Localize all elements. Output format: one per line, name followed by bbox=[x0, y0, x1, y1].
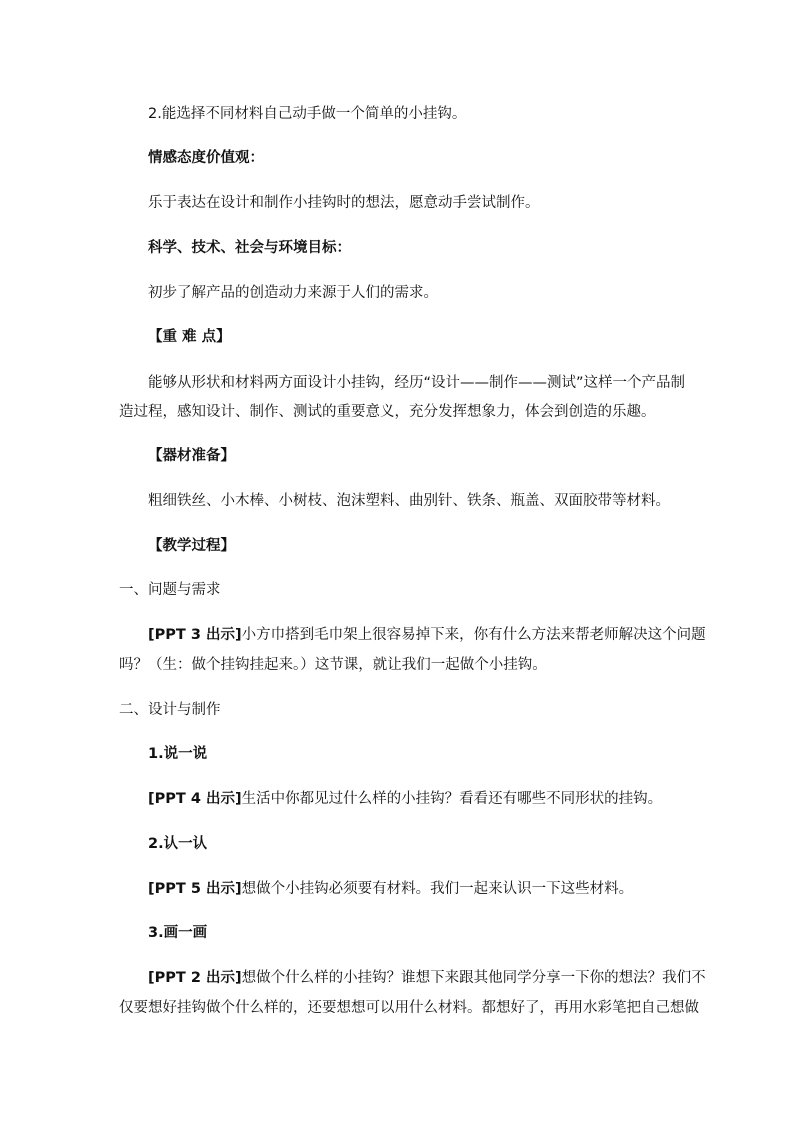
stse-heading: 科学、技术、社会与环境目标： bbox=[148, 240, 351, 256]
emotion-text: 乐于表达在设计和制作小挂钩时的想法，愿意动手尝试制作。 bbox=[148, 195, 540, 211]
section-1-line-1 bbox=[148, 625, 706, 645]
sub-3-line-2: 仅要想好挂钩做个什么样的，还要想想可以用什么材料。都想好了，再用水彩笔把自己想做 bbox=[119, 1000, 699, 1016]
ppt-tag: [PPT 4 出示] bbox=[148, 791, 242, 807]
goal-item-2: 2.能选择不同材料自己动手做一个简单的小挂钩。 bbox=[148, 106, 467, 122]
section-1-title: 一、问题与需求 bbox=[119, 582, 221, 598]
sub-2-text: 想做个小挂钩必须要有材料。我们一起来认识一下这些材料。 bbox=[241, 881, 634, 897]
ppt-tag: [PPT 2 出示] bbox=[148, 970, 242, 986]
materials-heading: 【器材准备】 bbox=[148, 448, 235, 464]
ppt-tag: [PPT 3 出示] bbox=[148, 627, 242, 643]
keypoints-line-1: 能够从形状和材料两方面设计小挂钩，经历“设计——制作——测试”这样一个产品制 bbox=[148, 375, 686, 391]
sub-3-text: 想做个什么样的小挂钩？谁想下来跟其他同学分享一下你的想法？我们不 bbox=[241, 970, 706, 986]
process-heading: 【教学过程】 bbox=[148, 538, 235, 554]
ppt-tag: [PPT 5 出示] bbox=[148, 881, 242, 897]
keypoints-line-2: 造过程，感知设计、制作、测试的重要意义，充分发挥想象力，体会到创造的乐趣。 bbox=[119, 404, 656, 420]
sub-1-title: 1.说一说 bbox=[148, 746, 208, 762]
section-1-text: 小方巾搭到毛巾架上很容易掉下来，你有什么方法来帮老师解决这个问题 bbox=[241, 627, 706, 643]
sub-1-line bbox=[148, 789, 662, 809]
emotion-heading: 情感态度价值观： bbox=[148, 150, 264, 166]
section-1-line-2: 吗？（生：做个挂钩挂起来。）这节课，就让我们一起做个小挂钩。 bbox=[119, 657, 547, 673]
sub-1-text: 生活中你都见过什么样的小挂钩？看看还有哪些不同形状的挂钩。 bbox=[241, 791, 663, 807]
sub-3-line-1 bbox=[148, 968, 706, 988]
materials-text: 粗细铁丝、小木棒、小树枝、泡沫塑料、曲别针、铁条、瓶盖、双面胶带等材料。 bbox=[148, 493, 670, 509]
stse-text: 初步了解产品的创造动力来源于人们的需求。 bbox=[148, 285, 438, 301]
sub-3-title: 3.画一画 bbox=[148, 925, 208, 941]
sub-2-line bbox=[148, 879, 633, 899]
keypoints-heading: 【重 难 点】 bbox=[148, 329, 231, 345]
sub-2-title: 2.认一认 bbox=[148, 836, 208, 852]
section-2-title: 二、设计与制作 bbox=[119, 702, 221, 718]
